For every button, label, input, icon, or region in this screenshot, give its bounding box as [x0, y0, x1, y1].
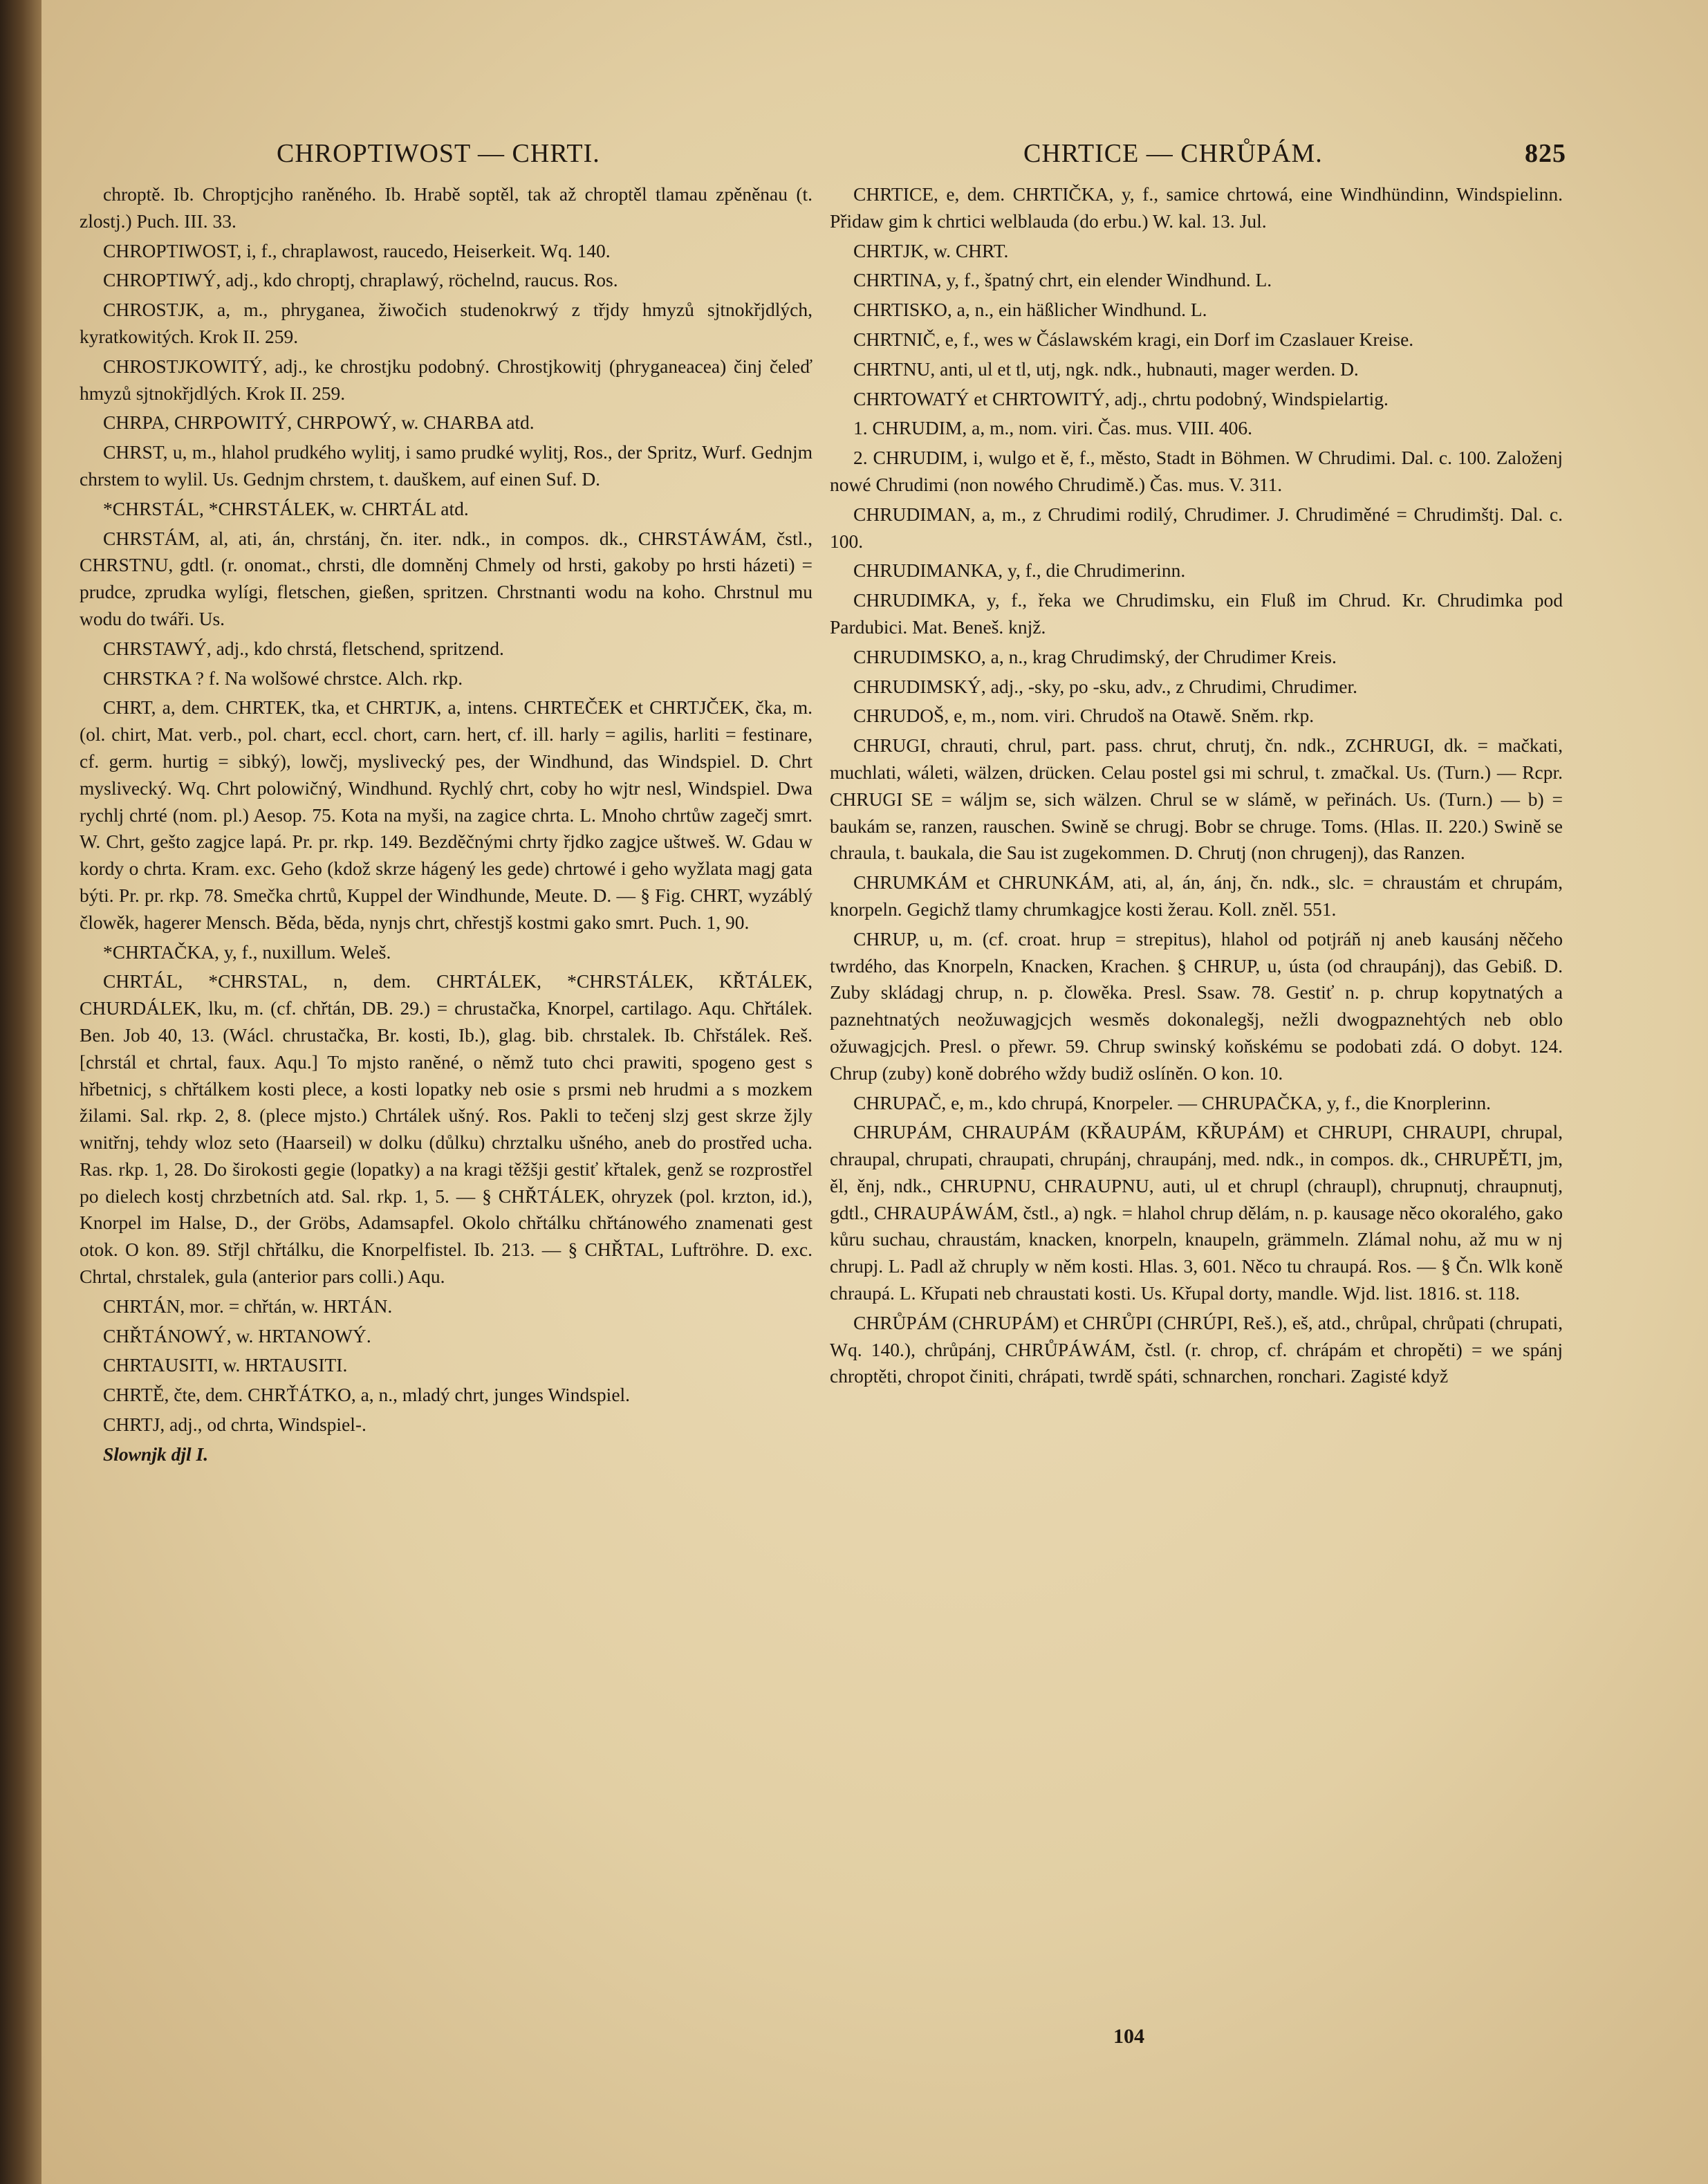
dictionary-entry: CHRTNU, anti, ul et tl, utj, ngk. ndk., hubnauti, mager werden. D.: [853, 358, 1359, 380]
dictionary-entry: CHRTĚ, čte, dem. CHRŤÁTKO, a, n., mladý chrt, junges Windspiel.: [103, 1384, 631, 1406]
dictionary-entry: CHRUDIMKA, y, f., řeka we Chrudimsku, ein Fluß im Chrud. Kr. Chrudimka pod Pardubici. Mat. Beneš. knjž.: [830, 589, 1563, 638]
dictionary-entry: 1. CHRUDIM, a, m., nom. viri. Čas. mus. VIII. 406.: [853, 417, 1252, 439]
dictionary-entry: CHROPTIWOST, i, f., chraplawost, raucedo, Heiserkeit. Wq. 140.: [103, 239, 611, 261]
dictionary-entry: 2. CHRUDIM, i, wulgo et ě, f., město, Stadt in Böhmen. W Chrudimi. Dal. c. 100. Založenj nowé Chrudimi (non nowého Chrudimě.) Čas. mus. V. 311.: [830, 447, 1563, 495]
dictionary-entry: CHRT, a, dem. CHRTEK, tka, et CHRTJK, a, intens. CHRTEČEK et CHRTJČEK, čka, m. (ol. chirt, Mat. verb., pol. chart, eccl. chort, carn. hert, cf. ill. harly = agilis, harliti = festinare, cf. germ. hurtig = sibký), lowčj, myslivecký pes, der Windhund, das Windspiel. D. Chrt myslivecký. Wq. Chrt polowičný, Windhund. Rychlý chrt, coby ho wjtr nesl, Windspiel. Dwa rychlj chrté (nom. pl.) Aesop. 75. Kota na myši, na zagice chrta. L. Mnoho chrtůw zagečj smrt. W. Chrt, gešto zagjce lapá. Pr. pr. rkp. 149. Bezděčnými chrty řjdko zagjce uštweš. W. Gdau w kordy o chrta. Kram. exc. Geho (kdož skrze hágený les gede) chrtowé i geho wyžlata magj gata býti. Pr. pr. rkp. 78. Smečka chrtů, Kuppel der Windhunde, Meute. D. — § Fig. CHRT, wyzáblý člowěk, hagerer Mensch. Běda, běda, nynjs chrt, chřestjš kostmi gako smrt. Puch. 1, 90.: [80, 696, 813, 933]
bottom-page-label: 104: [1113, 2025, 1144, 2048]
dictionary-entry: CHRSTÁM, al, ati, án, chrstánj, čn. iter. ndk., in compos. dk., CHRSTÁWÁM, čstl., CHRSTNU, gdtl. (r. onomat., chrsti, dle domněnj Chmely od hrsti, gakoby po hrsti házeti) = prudce, zprudka wylígi, fletschen, gießen, spritzen. Chrstnanti wodu na koho. Chrstnul mu wodu do twáři. Us.: [80, 527, 813, 629]
header-left: CHROPTIWOST — CHRTI.: [277, 139, 600, 168]
dictionary-entry: CHRUPAČ, e, m., kdo chrupá, Knorpeler. — CHRUPAČKA, y, f., die Knorplerinn.: [853, 1091, 1491, 1113]
dictionary-entry: CHROSTJKOWITÝ, adj., ke chrostjku podobný. Chrostjkowitj (phryganeacea) činj čeleď hmyzů sjtnokřjdlých. Krok II. 259.: [80, 355, 813, 404]
dictionary-page: [41, 0, 1708, 2184]
dictionary-entry: CHRUDIMSKO, a, n., krag Chrudimský, der Chrudimer Kreis.: [853, 645, 1337, 667]
dictionary-entry: CHŘTÁNOWÝ, w. HRTANOWÝ.: [103, 1324, 371, 1347]
dictionary-entry: CHRUDIMANKA, y, f., die Chrudimerinn.: [853, 559, 1186, 582]
dictionary-entry: CHROSTJK, a, m., phryganea, žiwočich studenokrwý z třjdy hmyzů sjtnokřjdlých, kyratkowitých. Krok II. 259.: [80, 299, 813, 347]
dictionary-entry: CHRTINA, y, f., špatný chrt, ein elender Windhund. L.: [853, 269, 1272, 291]
page-number: 825: [1525, 139, 1566, 168]
dictionary-entry: CHRUPÁM, CHRAUPÁM (KŘAUPÁM, KŘUPÁM) et CHRUPI, CHRAUPI, chrupal, chraupal, chrupati, chraupati, chrupánj, chraupánj, med. ndk., in compos. dk., CHRUPĚTI, jm, ěl, ěnj, ndk., CHRUPNU, CHRAUPNU, auti, ul et chrupl (chraupl), chrupnutj, chraupnutj, gdtl., CHRAUPÁWÁM, čstl., a) ngk. = hlahol chrup dělám, n. p. kausage něco okoralého, gako kůru suchau, chraustám, knacken, knorpeln, knaupeln, grämmeln. Zlámal nohu, až mu w nj chrupj. L. Padl až chruply w něm kosti. Hlas. 3, 601. Něco tu chraupá. Ros. — § Čn. Wlk koně chraupá. L. Křupati neb chraustati kosti. Us. Křupal dorty, mandle. Wjd. list. 1816. st. 118.: [830, 1121, 1563, 1304]
dictionary-entry: CHRTÁL, *CHRSTAL, n, dem. CHRTÁLEK, *CHRSTÁLEK, KŘTÁLEK, CHURDÁLEK, lku, m. (cf. chřtán, DB. 29.) = chrustačka, Knorpel, cartilago. Aqu. Chřtálek. Ben. Job 40, 13. (Wácl. chrustačka, Br. kosti, Ib.), glag. bib. chrstalek. Ib. Chřstálek. Reš. [chrstál et chrtal, faux. Aqu.] To mjsto raněné, o němž tuto chci prawiti, spogeno gest s hřbetnicj, s chřtálkem kosti plece, a kosti lopatky neb osie s prsmi neb hrudmi a s mozkem žilami. Sal. rkp. 2, 8. (plece mjsto.) Chrtálek ušný. Ros. Pakli to tečenj slzj gest skrze žjly wnitřnj, tehdy wloz seto (Haarseil) w dolku (důlku) chrztalku ušného, aneb do prostřed ucha. Ras. rkp. 1, 28. Do širokosti gegie (lopatky) a na kragi těžšji gestiť křtalek, genž se rozprostřel po dielech kostj chrzbetních atd. Sal. rkp. 1, 5. — § CHŘTÁLEK, ohryzek (pol. krzton, id.), Knorpel im Halse, D., der Gröbs, Adamsapfel. Okolo chřtálku chřtánowého znamenati gest otok. O kon. 89. Střjl chřtálku, die Knorpelfistel. Ib. 213. — § CHŘTAL, Luftröhre. D. exc. Chrtal, chrstalek, gula (anterior pars colli.) Aqu.: [80, 970, 813, 1288]
dictionary-entry: CHRTOWATÝ et CHRTOWITÝ, adj., chrtu podobný, Windspielartig.: [853, 387, 1389, 409]
right-column: [830, 181, 1563, 1393]
dictionary-entry: CHRTICE, e, dem. CHRTIČKA, y, f., samice chrtowá, eine Windhündinn, Windspielinn. Přidaw gim k chrtici welblauda (do erbu.) W. kal. 13. Jul.: [830, 183, 1563, 232]
dictionary-entry: CHRUMKÁM et CHRUNKÁM, ati, al, án, ánj, čn. ndk., slc. = chraustám et chrupám, knorpeln. Gegichž tlamy chrumkagjce kosti žerau. Koll. zněl. 551.: [830, 871, 1563, 920]
dictionary-entry: CHRUGI, chrauti, chrul, part. pass. chrut, chrutj, čn. ndk., ZCHRUGI, dk. = mačkati, muchlati, wáleti, wälzen, drücken. Celau postel gsi mi schrul, t. zmačkal. Us. (Turn.) — Rcpr. CHRUGI SE = wáljm se, sich wälzen. Chrul se w slámě, w peřinách. Us. (Turn.) — b) = baukám se, ranzen, rauschen. Swině se chrugj. Bobr se chruge. Toms. (Hlas. II. 220.) Swině se chraula, t. baukala, die Sau ist zugekommen. D. Chrutj (non chrugenj), das Ranzen.: [830, 734, 1563, 864]
left-column: [80, 181, 813, 1468]
dictionary-entry: CHRST, u, m., hlahol prudkého wylitj, i samo prudké wylitj, Ros., der Spritz, Wurf. Gednjm chrstem to wylil. Us. Gednjm chrstem, t. dauškem, auf einen Suf. D.: [80, 441, 813, 490]
dictionary-entry: *CHRTAČKA, y, f., nuxillum. Weleš.: [103, 941, 391, 963]
dictionary-entry: CHRSTAWÝ, adj., kdo chrstá, fletschend, spritzend.: [103, 637, 504, 659]
dictionary-entry: CHRPA, CHRPOWITÝ, CHRPOWÝ, w. CHARBA atd.: [103, 411, 535, 434]
dictionary-entry: CHRUDOŠ, e, m., nom. viri. Chrudoš na Otawě. Sněm. rkp.: [853, 705, 1315, 727]
dictionary-entry: CHRUDIMAN, a, m., z Chrudimi rodilý, Chrudimer. J. Chrudiměné = Chrudimštj. Dal. c. 100.: [830, 503, 1563, 552]
volume-footer: Slownjk djl I.: [103, 1443, 209, 1465]
dictionary-entry: CHRTÁN, mor. = chřtán, w. HRTÁN.: [103, 1295, 393, 1317]
dictionary-entry: CHRTJ, adj., od chrta, Windspiel-.: [103, 1414, 366, 1436]
dictionary-entry: CHROPTIWÝ, adj., kdo chroptj, chraplawý, röchelnd, raucus. Ros.: [103, 269, 618, 291]
dictionary-entry: CHRSTKA ? f. Na wolšowé chrstce. Alch. rkp.: [103, 667, 463, 689]
dictionary-entry: CHRTAUSITI, w. HRTAUSITI.: [103, 1354, 348, 1376]
header-right: CHRTICE — CHRŮPÁM.: [1023, 139, 1323, 168]
dictionary-entry: CHRTJK, w. CHRT.: [853, 239, 1009, 261]
dictionary-entry: chroptě. Ib. Chroptjcjho raněného. Ib. Hrabě soptěl, tak až chroptěl tlamau zpěněnau (t. zlostj.) Puch. III. 33.: [80, 183, 813, 232]
dictionary-entry: CHRUP, u, m. (cf. croat. hrup = strepitus), hlahol od potjráň nj aneb kausánj něčeho twrdého, das Knorpeln, Knacken, Krachen. § CHRUP, u, ústa (od chraupánj), das Gebiß. D. Zuby skládagj chrup, n. p. člowěka. Presl. Ssaw. 78. Gestiť n. p. chrup kopytnatých a paznehtnatých neožuwagjcjch wesměs dokonalegšj, nežli dwogpaznehtých neb oblo ožuwagjcjch. Presl. o přewr. 59. Chrup swinský koňskému se podobati zdá. O dobyt. 124. Chrup (zuby) koně dobrého wždy budiž oslíněn. O kon. 10.: [830, 927, 1563, 1084]
dictionary-entry: CHRŮPÁM (CHRUPÁM) et CHRŮPI (CHRÚPI, Reš.), eš, atd., chrůpal, chrůpati (chrupati, Wq. 140.), chrůpánj, CHRŮPÁWÁM, čstl. (r. chrop, cf. chrápám et chropěti) = we spánj chroptěti, chropot činiti, chrápati, twrdě spáti, schnarchen, ronchari. Zagisté když: [830, 1311, 1563, 1387]
dictionary-entry: CHRTNIČ, e, f., wes w Čáslawském kragi, ein Dorf im Czaslauer Kreise.: [853, 328, 1414, 350]
dictionary-entry: *CHRSTÁL, *CHRSTÁLEK, w. CHRTÁL atd.: [103, 497, 469, 519]
dictionary-entry: CHRTISKO, a, n., ein häßlicher Windhund. L.: [853, 299, 1207, 321]
dictionary-entry: CHRUDIMSKÝ, adj., -sky, po -sku, adv., z Chrudimi, Chrudimer.: [853, 675, 1357, 697]
